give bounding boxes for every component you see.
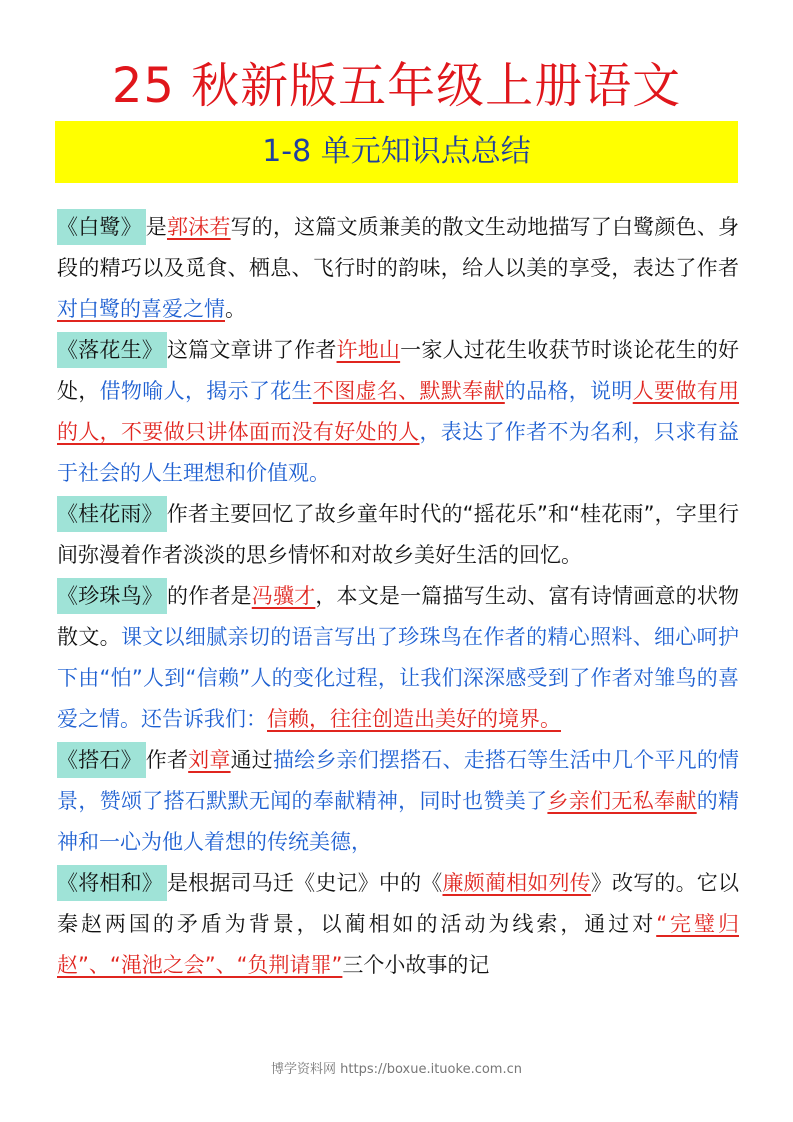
lesson-title: 《白鹭》: [57, 209, 146, 245]
paragraph-dashi: [57, 740, 739, 863]
paragraph-jiangxianghe: [57, 863, 739, 986]
text-segment: 通过: [230, 748, 273, 772]
page-title: 25 秋新版五年级上册语文: [111, 58, 682, 114]
lesson-title: 《落花生》: [57, 332, 167, 368]
lesson-title: 《将相和》: [57, 865, 167, 901]
text-segment: ，本文是一篇描写生动、富有诗情画意的状物散文。: [57, 584, 740, 649]
text-segment: 冯骥才: [251, 584, 316, 608]
text-segment: 人要做有用的人，不要做只讲体面而没有好处的人: [57, 379, 740, 444]
text-segment: 刘章: [188, 748, 231, 772]
text-segment: 不图虚名、默默奉献: [312, 379, 505, 403]
text-segment: 许地山: [336, 338, 401, 362]
text-segment: 乡亲们无私奉献: [547, 789, 697, 813]
paragraph-guihuayu: [57, 494, 739, 576]
lesson-title: 《搭石》: [57, 742, 146, 778]
text-segment: 课文以细腻亲切的语言写出了珍珠鸟在作者的精心照料、细心呵护下由“怕”人到“信赖”人的变化过程，让我们深深感受到了作者对雏鸟的喜爱之情。还告诉我们：: [57, 625, 739, 731]
lesson-title: 《桂花雨》: [57, 496, 167, 532]
paragraph-luohuasheng: [57, 330, 739, 494]
text-segment: 的品格，说明: [504, 379, 633, 403]
paragraph-zhenzhuniao: [57, 576, 739, 740]
text-segment: 信赖，往往创造出美好的境界。: [267, 707, 561, 731]
text-segment: 郭沫若: [166, 215, 231, 239]
text-segment: 的作者是: [166, 584, 252, 608]
text-segment: 是: [145, 215, 167, 239]
text-segment: 是根据司马迁《史记》中的《: [166, 871, 443, 895]
text-segment: 对白鹭的喜爱之情: [57, 297, 225, 321]
text-segment: 这篇文章讲了作者: [166, 338, 337, 362]
text-segment: “完璧归赵”、“渑池之会”、“负荆请罪”: [57, 912, 739, 977]
text-segment: 描绘乡亲们摆搭石、走搭石等生活中几个平凡的情景，赞颂了搭石默默无闻的奉献精神，同时也赞美了: [57, 748, 740, 813]
text-segment: 作者: [145, 748, 189, 772]
text-segment: 三个小故事的记: [342, 953, 490, 977]
subtitle: 1-8 单元知识点总结: [262, 134, 531, 169]
lesson-title: 《珍珠鸟》: [57, 578, 167, 614]
text-segment: 。: [225, 297, 246, 321]
text-segment: 借物喻人，揭示了花生: [99, 379, 313, 403]
content-body: [57, 207, 739, 986]
subtitle-banner: [55, 121, 738, 183]
watermark: 博学资料网 https://boxue.ituoke.com.cn: [271, 1062, 522, 1077]
text-segment: ，表达了作者不为名利，只求有益于社会的人生理想和价值观。: [57, 420, 739, 485]
text-segment: 廉颇蔺相如列传: [442, 871, 591, 895]
text-segment: 的精神和一心为他人着想的传统美德，: [57, 789, 740, 854]
paragraph-bailu: [57, 207, 739, 330]
text-segment: 》改写的。它以秦赵两国的矛盾为背景，以蔺相如的活动为线索，通过对: [57, 871, 740, 936]
text-segment: 写的，这篇文质兼美的散文生动地描写了白鹭颜色、身段的精巧以及觅食、栖息、飞行时的韵味，给人以美的享受，表达了作者: [57, 215, 740, 280]
text-segment: 作者主要回忆了故乡童年时代的“摇花乐”和“桂花雨”，字里行间弥漫着作者淡淡的思乡情怀和对故乡美好生活的回忆。: [57, 502, 740, 567]
text-segment: 一家人过花生收获节时谈论花生的好处，: [57, 338, 740, 403]
